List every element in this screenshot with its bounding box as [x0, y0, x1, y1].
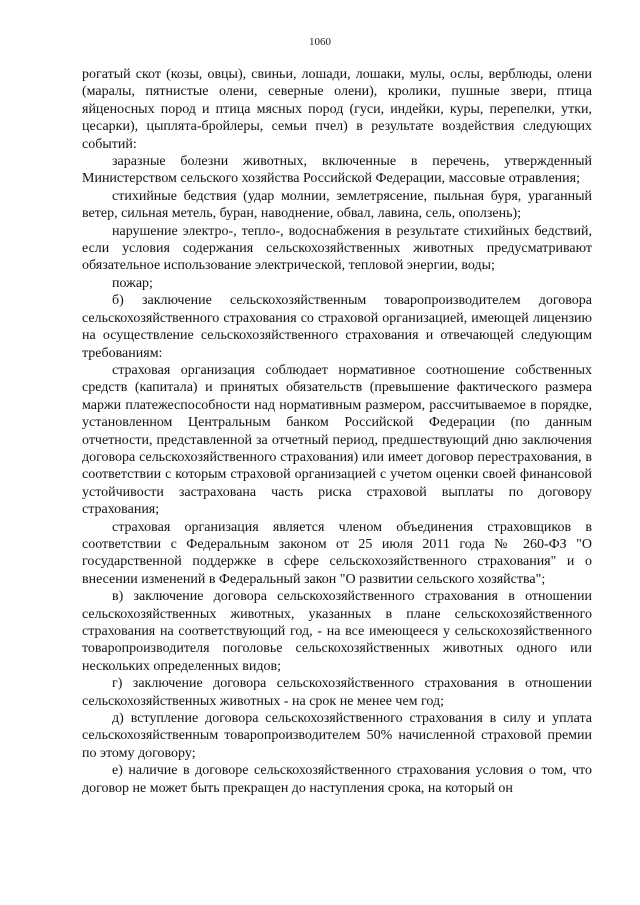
paragraph-item-v: в) заключение договора сельскохозяйственного страхования в отношении сельскохозяйственных животных, указанных в плане сельскохозяйственного страхования на соответствующий год, - на все имеющееся у сельскохозяйственного товаропроизводителя поголовье сельскохозяйственных животных одного или нескольких определенных видов;: [82, 589, 592, 674]
document-body: [82, 66, 592, 797]
paragraph-intro-continuation: рогатый скот (козы, овцы), свиньи, лошади, лошаки, мулы, ослы, верблюды, олени (маралы, пятнистые олени, северные олени), кролики, пушные звери, птица яйценосных пород и птица мясных пород (гуси, индейки, куры, перепелки, утки, цесарки), цыплята-бройлеры, семьи пчел) в результате воздействия следующих событий:: [82, 67, 592, 152]
paragraph-solvency-requirement: страховая организация соблюдает нормативное соотношение собственных средств (капитала) и принятых обязательств (превышение фактического размера маржи платежеспособности над нормативным размером, рассчитываемое в порядке, установленном Центральным банком Российской Федерации (по данным отчетности, представленной за отчетный период, предшествующий дню заключения договора сельскохозяйственного страхования) или имеет договор перестрахования, в соответствии с которым страховой организацией с учетом оценки своей финансовой устойчивости застрахована часть риска страховой выплаты по договору страхования;: [82, 362, 592, 518]
paragraph-item-b: б) заключение сельскохозяйственным товаропроизводителем договора сельскохозяйственного страхования со страховой организацией, имеющей лицензию на осуществление сельскохозяйственного страхования и отвечающей следующим требованиям:: [82, 293, 592, 361]
paragraph-item-e: е) наличие в договоре сельскохозяйственного страхования условия о том, что договор не может быть прекращен до наступления срока, на который он: [82, 763, 592, 796]
paragraph-item-g: г) заключение договора сельскохозяйственного страхования в отношении сельскохозяйственных животных - на срок не менее чем год;: [82, 676, 592, 709]
paragraph-natural-disasters: стихийные бедствия (удар молнии, землетрясение, пыльная буря, ураганный ветер, сильная метель, буран, наводнение, обвал, лавина, сель, оползень);: [82, 188, 592, 222]
paragraph-fire: пожар;: [112, 275, 153, 291]
paragraph-infectious-diseases: заразные болезни животных, включенные в перечень, утвержденный Министерством сельского хозяйства Российской Федерации, массовые отравления;: [82, 154, 592, 187]
paragraph-item-d: д) вступление договора сельскохозяйственного страхования в силу и уплата сельскохозяйственным товаропроизводителем 50% начисленной страховой премии по этому договору;: [82, 711, 592, 761]
page-number: 1060: [309, 36, 331, 48]
paragraph-utility-disruption: нарушение электро-, тепло-, водоснабжения в результате стихийных бедствий, если условия содержания сельскохозяйственных животных предусматривают обязательное использование электрической, тепловой энергии, воды;: [82, 223, 592, 274]
paragraph-insurers-association: страховая организация является членом объединения страховщиков в соответствии с Федеральным законом от 25 июля 2011 года № 260-ФЗ "О государственной поддержке в сфере сельскохозяйственного страхования" и о внесении изменений в Федеральный закон "О развитии сельского хозяйства";: [82, 519, 592, 587]
